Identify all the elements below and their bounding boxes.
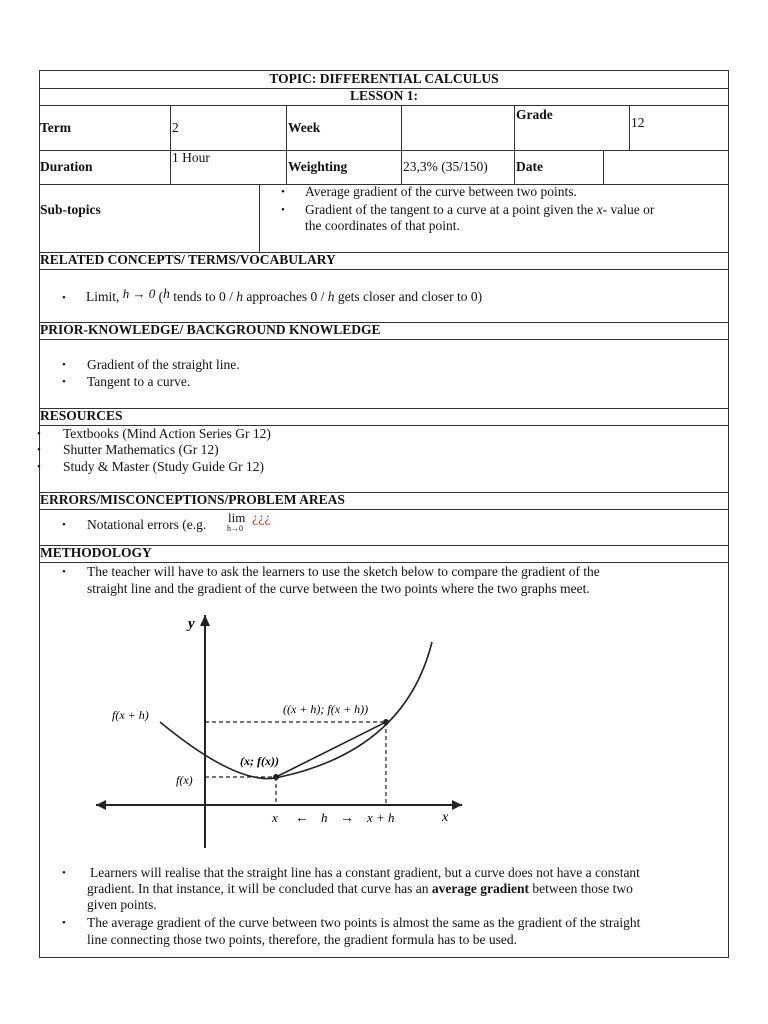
- x-axis-label: x: [442, 810, 449, 825]
- date-label: Date: [516, 159, 543, 174]
- bullet-icon: •: [62, 867, 66, 879]
- y-axis-label: y: [188, 616, 195, 632]
- subtopic-item: Gradient of the tangent to a curve at a point given the x- value or: [305, 202, 655, 217]
- bullet-icon: •: [62, 376, 66, 388]
- subtopic-item: Average gradient of the curve between two points.: [305, 184, 577, 199]
- label-f-x-plus-h: f(x + h): [112, 708, 149, 722]
- methodology-item-2-line-2: gradient. In that instance, it will be concluded that curve has an average gradient between those two: [87, 881, 633, 896]
- tick-label-h: h: [321, 810, 328, 825]
- prior-item: Gradient of the straight line.: [87, 357, 240, 372]
- label-upper-point: ((x + h); f(x + h)): [283, 702, 369, 716]
- bullet-icon: •: [62, 566, 66, 578]
- methodology-item-1-line-1: The teacher will have to ask the learners to use the sketch below to compare the gradient of the: [87, 564, 600, 579]
- arrow-left-icon: ←: [295, 811, 309, 826]
- topic-title: TOPIC: DIFFERENTIAL CALCULUS: [269, 71, 499, 86]
- methodology-item-1-line-2: straight line and the gradient of the curve between the two points where the two graphs meet.: [87, 581, 590, 596]
- methodology-item-3-line-1: The average gradient of the curve between two points is almost the same as the gradient of the straight: [87, 915, 641, 930]
- bullet-icon: •: [62, 917, 66, 929]
- term-value: 2: [172, 120, 179, 135]
- grade-label: Grade: [516, 107, 553, 122]
- resource-item: Study & Master (Study Guide Gr 12): [63, 459, 264, 474]
- bullet-icon: •: [37, 428, 41, 440]
- bullet-icon: •: [62, 292, 66, 304]
- week-label: Week: [288, 120, 321, 135]
- methodology-heading: METHODOLOGY: [40, 545, 152, 560]
- related-heading: RELATED CONCEPTS/ TERMS/VOCABULARY: [40, 252, 336, 267]
- prior-heading: PRIOR-KNOWLEDGE/ BACKGROUND KNOWLEDGE: [40, 322, 381, 337]
- subtopics-label: Sub-topics: [40, 202, 101, 217]
- weighting-label: Weighting: [288, 159, 348, 174]
- errors-heading: ERRORS/MISCONCEPTIONS/PROBLEM AREAS: [40, 492, 345, 507]
- x-axis-arrow-left: [96, 800, 106, 810]
- duration-value: 1 Hour: [172, 150, 210, 165]
- secant-line: [276, 722, 386, 777]
- term-label: Term: [40, 120, 71, 135]
- x-axis-arrow-right: [452, 800, 462, 810]
- methodology-item-2-line-3: given points.: [87, 897, 157, 912]
- errors-item: Notational errors (e.g.: [87, 517, 207, 532]
- bullet-icon: •: [281, 186, 285, 198]
- prior-item: Tangent to a curve.: [87, 374, 191, 389]
- average-gradient-sketch: [90, 610, 470, 850]
- resources-heading: RESOURCES: [40, 408, 123, 423]
- label-f-x: f(x): [176, 773, 193, 787]
- lesson-title: LESSON 1:: [350, 88, 418, 103]
- bullet-icon: •: [281, 204, 285, 216]
- resource-item: Shutter Mathematics (Gr 12): [63, 442, 219, 457]
- resource-item: Textbooks (Mind Action Series Gr 12): [63, 426, 271, 441]
- tick-label-x: x: [272, 810, 278, 825]
- arrow-right-icon: →: [340, 811, 354, 826]
- limit-definition: Limit, h → 0 (h tends to 0 / h approaches 0 / h gets closer and closer to 0): [86, 286, 483, 304]
- bullet-icon: •: [62, 519, 66, 531]
- notation-glyphs: ¿¿¿: [252, 511, 271, 526]
- lim-notation: lim: [228, 510, 246, 525]
- subtopic-item-cont: the coordinates of that point.: [305, 218, 460, 233]
- duration-label: Duration: [40, 159, 93, 174]
- bullet-icon: •: [37, 461, 41, 473]
- label-lower-point: (x; f(x)): [240, 754, 279, 768]
- bullet-icon: •: [62, 359, 66, 371]
- methodology-item-3-line-2: line connecting those two points, therefore, the gradient formula has to be used.: [87, 932, 518, 947]
- weighting-value: 23,3% (35/150): [403, 159, 488, 174]
- lim-subscript: h→0: [227, 524, 243, 533]
- tick-label-x-plus-h: x + h: [367, 810, 395, 825]
- y-axis-arrow: [200, 615, 210, 626]
- grade-value: 12: [631, 115, 645, 130]
- methodology-item-2-line-1: Learners will realise that the straight line has a constant gradient, but a curve does not have a constant: [90, 865, 640, 880]
- bullet-icon: •: [37, 444, 41, 456]
